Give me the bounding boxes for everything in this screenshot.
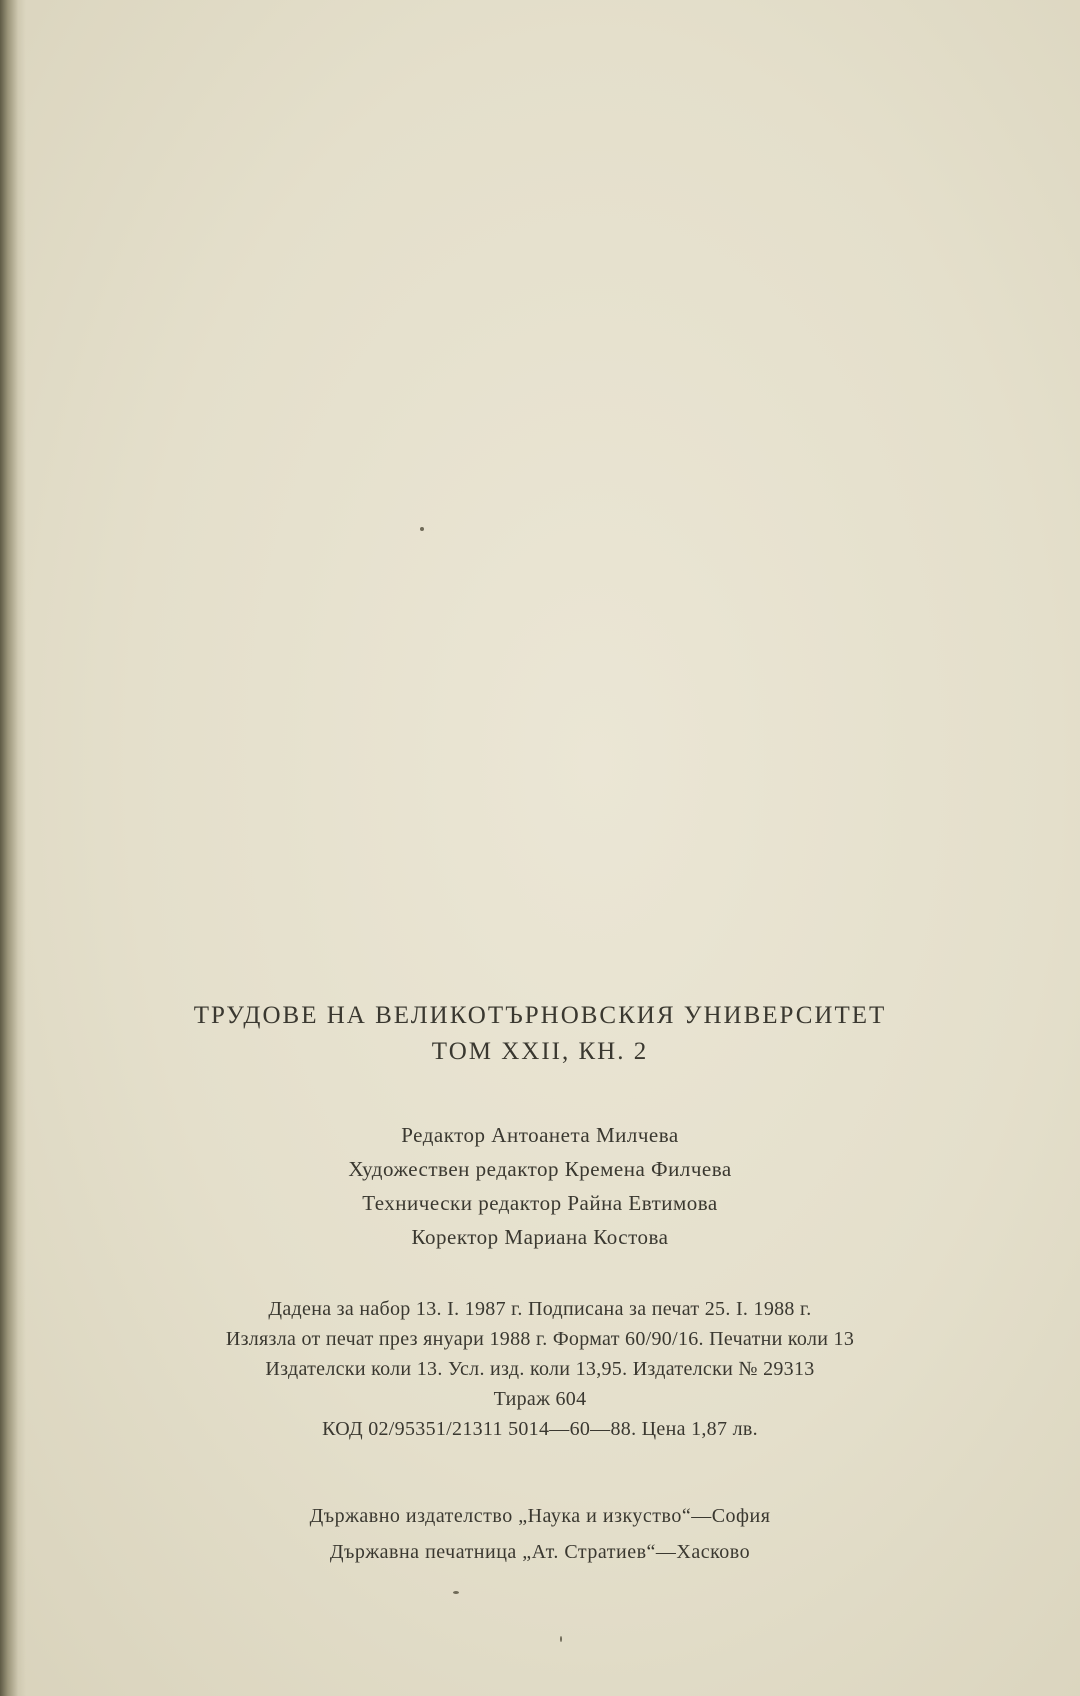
paper-speck (453, 1591, 459, 1594)
proofreader-credit: Коректор Мариана Костова (411, 1225, 669, 1249)
series-title-line-1: ТРУДОВЕ НА ВЕЛИКОТЪРНОВСКИЯ УНИВЕРСИТЕТ (193, 1002, 887, 1029)
printing-house: Държавна печатница „Ат. Стратиев“—Хасково (329, 1541, 751, 1563)
imprint-details (0, 1294, 1080, 1444)
publisher-info (0, 1498, 1080, 1570)
publisher-name: Държавно издателство „Наука и изкуство“—София (309, 1505, 771, 1527)
staff-credits (0, 1118, 1080, 1254)
series-title (0, 998, 1080, 1070)
print-run: Тираж 604 (493, 1388, 587, 1410)
editor-credit: Редактор Антоанета Милчева (401, 1123, 679, 1147)
technical-editor-credit: Технически редактор Райна Евтимова (362, 1191, 718, 1215)
code-and-price: КОД 02/95351/21311 5014—60—88. Цена 1,87 лв. (322, 1418, 758, 1440)
series-title-line-2: ТОМ XXII, КН. 2 (431, 1038, 649, 1065)
imprint-line: Издателски коли 13. Усл. изд. коли 13,95. Издателски № 29313 (265, 1358, 815, 1380)
imprint-line: Излязла от печат през януари 1988 г. Формат 60/90/16. Печатни коли 13 (225, 1328, 855, 1350)
paper-speck (560, 1636, 562, 1642)
imprint-line: Дадена за набор 13. I. 1987 г. Подписана за печат 25. I. 1988 г. (268, 1298, 812, 1320)
art-editor-credit: Художествен редактор Кремена Филчева (348, 1157, 732, 1181)
paper-speck (420, 527, 424, 531)
